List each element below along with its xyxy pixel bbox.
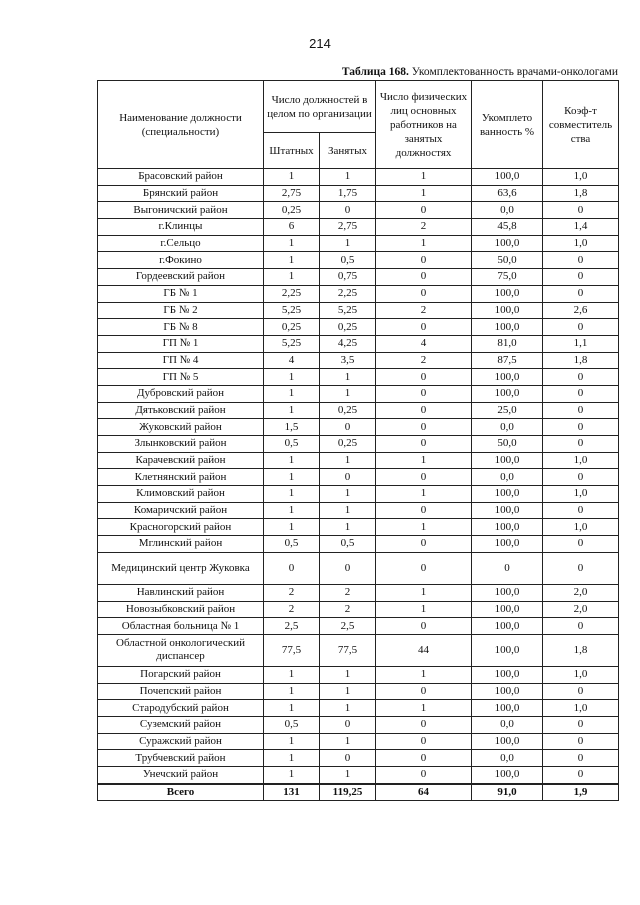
cell-name: Гордеевский район: [98, 269, 264, 286]
cell-coef: 1,0: [543, 486, 619, 503]
table-row: [98, 683, 619, 700]
cell-persons: 1: [376, 486, 472, 503]
cell-persons: 0: [376, 618, 472, 635]
cell-occupied: 1: [320, 502, 376, 519]
header-name: Наименование должности (специальности): [98, 81, 264, 169]
cell-name: Стародубский район: [98, 700, 264, 717]
cell-occupied: 5,25: [320, 302, 376, 319]
cell-staffing: 81,0: [472, 335, 543, 352]
cell-name: Жуковский район: [98, 419, 264, 436]
total-persons: 64: [376, 784, 472, 801]
cell-staffing: 0,0: [472, 750, 543, 767]
cell-coef: 1,0: [543, 700, 619, 717]
table-row: [98, 552, 619, 584]
cell-name: Дятьковский район: [98, 402, 264, 419]
table-row: [98, 335, 619, 352]
cell-staffing: 100,0: [472, 369, 543, 386]
cell-persons: 0: [376, 750, 472, 767]
cell-persons: 1: [376, 185, 472, 202]
table-row: [98, 519, 619, 536]
cell-staff: 0,5: [264, 716, 320, 733]
table-row: [98, 235, 619, 252]
cell-name: Карачевский район: [98, 452, 264, 469]
cell-staff: 1: [264, 733, 320, 750]
cell-coef: 0: [543, 552, 619, 584]
cell-persons: 0: [376, 469, 472, 486]
cell-occupied: 0,25: [320, 402, 376, 419]
total-staff: 131: [264, 784, 320, 801]
cell-staff: 1: [264, 767, 320, 784]
cell-coef: 0: [543, 683, 619, 700]
cell-occupied: 0: [320, 716, 376, 733]
cell-coef: 1,8: [543, 634, 619, 666]
cell-staffing: 87,5: [472, 352, 543, 369]
cell-name: Дубровский район: [98, 385, 264, 402]
table-row: [98, 469, 619, 486]
cell-staff: 0: [264, 552, 320, 584]
cell-staff: 2,5: [264, 618, 320, 635]
cell-occupied: 0,75: [320, 269, 376, 286]
cell-coef: 2,0: [543, 601, 619, 618]
header-occupied: Занятых: [320, 133, 376, 169]
cell-staff: 1: [264, 469, 320, 486]
staffing-table: [97, 80, 619, 801]
cell-coef: 0: [543, 536, 619, 553]
cell-coef: 1,8: [543, 352, 619, 369]
table-row: [98, 502, 619, 519]
cell-persons: 1: [376, 452, 472, 469]
cell-name: Климовский район: [98, 486, 264, 503]
cell-staff: 1: [264, 700, 320, 717]
cell-staff: 77,5: [264, 634, 320, 666]
cell-name: Новозыбковский район: [98, 601, 264, 618]
cell-name: Почепский район: [98, 683, 264, 700]
cell-staffing: 100,0: [472, 767, 543, 784]
cell-coef: 0: [543, 469, 619, 486]
cell-staffing: 0,0: [472, 469, 543, 486]
table-row: [98, 352, 619, 369]
cell-occupied: 77,5: [320, 634, 376, 666]
cell-staffing: 100,0: [472, 319, 543, 336]
cell-coef: 0: [543, 385, 619, 402]
cell-persons: 0: [376, 269, 472, 286]
cell-occupied: 0,5: [320, 536, 376, 553]
cell-persons: 0: [376, 319, 472, 336]
cell-name: ГП № 4: [98, 352, 264, 369]
cell-staff: 5,25: [264, 302, 320, 319]
cell-persons: 1: [376, 235, 472, 252]
cell-persons: 0: [376, 285, 472, 302]
cell-staff: 1: [264, 252, 320, 269]
cell-occupied: 0,25: [320, 436, 376, 453]
cell-occupied: 0: [320, 202, 376, 219]
cell-persons: 0: [376, 419, 472, 436]
cell-persons: 2: [376, 219, 472, 236]
cell-staffing: 50,0: [472, 436, 543, 453]
cell-persons: 1: [376, 519, 472, 536]
header-coef: Коэф-т совместитель ства: [543, 81, 619, 169]
cell-coef: 0: [543, 369, 619, 386]
table-caption-label: Таблица 168.: [341, 66, 409, 78]
cell-coef: 1,0: [543, 235, 619, 252]
cell-staff: 1,5: [264, 419, 320, 436]
cell-staff: 0,25: [264, 202, 320, 219]
cell-staff: 1: [264, 683, 320, 700]
header-staff: Штатных: [264, 133, 320, 169]
cell-staffing: 100,0: [472, 700, 543, 717]
cell-occupied: 2,75: [320, 219, 376, 236]
table-row: [98, 601, 619, 618]
cell-staffing: 100,0: [472, 385, 543, 402]
cell-staff: 1: [264, 369, 320, 386]
cell-name: Суражский район: [98, 733, 264, 750]
total-row: [98, 784, 619, 801]
table-row: [98, 302, 619, 319]
cell-staff: 0,5: [264, 436, 320, 453]
cell-staffing: 100,0: [472, 519, 543, 536]
cell-occupied: 2: [320, 584, 376, 601]
cell-coef: 0: [543, 269, 619, 286]
cell-staffing: 100,0: [472, 302, 543, 319]
table-row: [98, 716, 619, 733]
cell-staffing: 100,0: [472, 584, 543, 601]
table-row: [98, 252, 619, 269]
cell-occupied: 3,5: [320, 352, 376, 369]
cell-name: Комаричский район: [98, 502, 264, 519]
cell-occupied: 1,75: [320, 185, 376, 202]
cell-staffing: 0,0: [472, 202, 543, 219]
cell-coef: 0: [543, 319, 619, 336]
table-row: [98, 767, 619, 784]
cell-staff: 0,5: [264, 536, 320, 553]
table-row: [98, 733, 619, 750]
cell-occupied: 2,5: [320, 618, 376, 635]
cell-coef: 1,0: [543, 519, 619, 536]
cell-name: г.Фокино: [98, 252, 264, 269]
cell-staffing: 25,0: [472, 402, 543, 419]
cell-coef: 0: [543, 767, 619, 784]
cell-coef: 2,0: [543, 584, 619, 601]
table-row: [98, 202, 619, 219]
cell-persons: 0: [376, 369, 472, 386]
cell-name: Погарский район: [98, 666, 264, 683]
cell-staff: 1: [264, 519, 320, 536]
cell-coef: 0: [543, 202, 619, 219]
table-row: [98, 634, 619, 666]
cell-staffing: 100,0: [472, 634, 543, 666]
cell-persons: 0: [376, 252, 472, 269]
cell-staff: 2,25: [264, 285, 320, 302]
table-row: [98, 269, 619, 286]
table-row: [98, 618, 619, 635]
cell-persons: 0: [376, 552, 472, 584]
table-row: [98, 285, 619, 302]
cell-persons: 1: [376, 700, 472, 717]
cell-occupied: 1: [320, 235, 376, 252]
header-persons: Число физических лиц основных работников на занятых должностях: [376, 81, 472, 169]
cell-staff: 1: [264, 169, 320, 186]
table-row: [98, 666, 619, 683]
table-row: [98, 169, 619, 186]
cell-staff: 1: [264, 486, 320, 503]
cell-occupied: 1: [320, 486, 376, 503]
page-number: 214: [309, 36, 331, 51]
cell-coef: 0: [543, 716, 619, 733]
cell-occupied: 0,5: [320, 252, 376, 269]
cell-staff: 1: [264, 235, 320, 252]
cell-persons: 1: [376, 584, 472, 601]
cell-persons: 44: [376, 634, 472, 666]
cell-coef: 1,4: [543, 219, 619, 236]
cell-coef: 0: [543, 285, 619, 302]
cell-staff: 1: [264, 269, 320, 286]
table-row: [98, 584, 619, 601]
cell-persons: 0: [376, 436, 472, 453]
cell-occupied: 2,25: [320, 285, 376, 302]
cell-occupied: 1: [320, 666, 376, 683]
table-header: [98, 81, 619, 169]
table-row: [98, 319, 619, 336]
cell-staffing: 100,0: [472, 285, 543, 302]
table-row: [98, 385, 619, 402]
cell-staffing: 100,0: [472, 502, 543, 519]
cell-name: ГБ № 8: [98, 319, 264, 336]
cell-name: ГБ № 2: [98, 302, 264, 319]
cell-occupied: 1: [320, 700, 376, 717]
header-staffing: Укомплето ванность %: [472, 81, 543, 169]
table-row: [98, 750, 619, 767]
table-row: [98, 486, 619, 503]
cell-coef: 0: [543, 419, 619, 436]
cell-persons: 0: [376, 402, 472, 419]
cell-name: Унечский район: [98, 767, 264, 784]
cell-coef: 0: [543, 436, 619, 453]
cell-staff: 4: [264, 352, 320, 369]
header-positions-group: Число должностей в целом по организации: [264, 81, 376, 133]
cell-coef: 1,1: [543, 335, 619, 352]
total-name: Всего: [98, 784, 264, 801]
cell-name: Брянский район: [98, 185, 264, 202]
table-row: [98, 219, 619, 236]
table-body: [98, 169, 619, 801]
cell-persons: 0: [376, 767, 472, 784]
table-row: [98, 402, 619, 419]
cell-occupied: 0: [320, 469, 376, 486]
cell-staffing: 100,0: [472, 536, 543, 553]
table-row: [98, 452, 619, 469]
cell-name: Областная больница № 1: [98, 618, 264, 635]
cell-staffing: 100,0: [472, 452, 543, 469]
cell-occupied: 0: [320, 552, 376, 584]
cell-staffing: 75,0: [472, 269, 543, 286]
cell-staffing: 63,6: [472, 185, 543, 202]
cell-staffing: 50,0: [472, 252, 543, 269]
cell-persons: 0: [376, 385, 472, 402]
cell-staff: 2: [264, 601, 320, 618]
cell-staffing: 0,0: [472, 716, 543, 733]
cell-name: Областной онкологический диспансер: [98, 634, 264, 666]
cell-occupied: 1: [320, 733, 376, 750]
cell-coef: 1,0: [543, 169, 619, 186]
cell-name: ГБ № 1: [98, 285, 264, 302]
cell-staff: 1: [264, 452, 320, 469]
cell-staff: 2: [264, 584, 320, 601]
cell-staff: 1: [264, 402, 320, 419]
cell-occupied: 1: [320, 385, 376, 402]
cell-coef: 2,6: [543, 302, 619, 319]
cell-staffing: 100,0: [472, 235, 543, 252]
cell-coef: 1,0: [543, 452, 619, 469]
table-row: [98, 185, 619, 202]
table-row: [98, 436, 619, 453]
cell-coef: 1,8: [543, 185, 619, 202]
cell-occupied: 0,25: [320, 319, 376, 336]
cell-name: ГП № 1: [98, 335, 264, 352]
cell-persons: 2: [376, 302, 472, 319]
cell-name: Навлинский район: [98, 584, 264, 601]
total-occupied: 119,25: [320, 784, 376, 801]
cell-staffing: 100,0: [472, 683, 543, 700]
cell-coef: 0: [543, 502, 619, 519]
cell-occupied: 4,25: [320, 335, 376, 352]
cell-staffing: 100,0: [472, 618, 543, 635]
cell-persons: 0: [376, 716, 472, 733]
cell-name: Мглинский район: [98, 536, 264, 553]
table-row: [98, 700, 619, 717]
cell-occupied: 1: [320, 519, 376, 536]
cell-occupied: 1: [320, 683, 376, 700]
cell-persons: 1: [376, 169, 472, 186]
cell-occupied: 1: [320, 369, 376, 386]
cell-occupied: 2: [320, 601, 376, 618]
cell-name: Клетнянский район: [98, 469, 264, 486]
cell-persons: 0: [376, 733, 472, 750]
table-row: [98, 369, 619, 386]
total-coef: 1,9: [543, 784, 619, 801]
table-row: [98, 536, 619, 553]
cell-staffing: 100,0: [472, 169, 543, 186]
cell-name: Красногорский район: [98, 519, 264, 536]
cell-occupied: 1: [320, 452, 376, 469]
cell-name: Трубчевский район: [98, 750, 264, 767]
cell-persons: 0: [376, 502, 472, 519]
table-row: [98, 419, 619, 436]
cell-name: ГП № 5: [98, 369, 264, 386]
cell-occupied: 1: [320, 767, 376, 784]
cell-name: г.Клинцы: [98, 219, 264, 236]
cell-staffing: 100,0: [472, 733, 543, 750]
cell-name: Выгоничский район: [98, 202, 264, 219]
cell-staff: 5,25: [264, 335, 320, 352]
cell-occupied: 1: [320, 169, 376, 186]
cell-name: г.Сельцо: [98, 235, 264, 252]
cell-staff: 1: [264, 385, 320, 402]
cell-coef: 0: [543, 402, 619, 419]
cell-staff: 1: [264, 666, 320, 683]
cell-persons: 2: [376, 352, 472, 369]
cell-staffing: 100,0: [472, 666, 543, 683]
cell-staffing: 0,0: [472, 419, 543, 436]
cell-staff: 2,75: [264, 185, 320, 202]
cell-coef: 0: [543, 750, 619, 767]
cell-persons: 1: [376, 666, 472, 683]
cell-staff: 6: [264, 219, 320, 236]
cell-coef: 1,0: [543, 666, 619, 683]
table-caption: [342, 66, 618, 78]
total-staffing: 91,0: [472, 784, 543, 801]
cell-persons: 0: [376, 202, 472, 219]
cell-staffing: 45,8: [472, 219, 543, 236]
cell-staffing: 0: [472, 552, 543, 584]
cell-occupied: 0: [320, 750, 376, 767]
cell-name: Злынковский район: [98, 436, 264, 453]
cell-coef: 0: [543, 252, 619, 269]
cell-staffing: 100,0: [472, 601, 543, 618]
cell-name: Медицинский центр Жуковка: [98, 552, 264, 584]
cell-coef: 0: [543, 618, 619, 635]
cell-staff: 1: [264, 502, 320, 519]
cell-staff: 1: [264, 750, 320, 767]
cell-name: Суземский район: [98, 716, 264, 733]
cell-staffing: 100,0: [472, 486, 543, 503]
cell-staff: 0,25: [264, 319, 320, 336]
cell-persons: 0: [376, 683, 472, 700]
cell-coef: 0: [543, 733, 619, 750]
cell-persons: 0: [376, 536, 472, 553]
table-caption-text: Укомплектованность врачами-онкологами: [411, 66, 618, 78]
cell-persons: 4: [376, 335, 472, 352]
cell-name: Брасовский район: [98, 169, 264, 186]
cell-persons: 1: [376, 601, 472, 618]
cell-occupied: 0: [320, 419, 376, 436]
